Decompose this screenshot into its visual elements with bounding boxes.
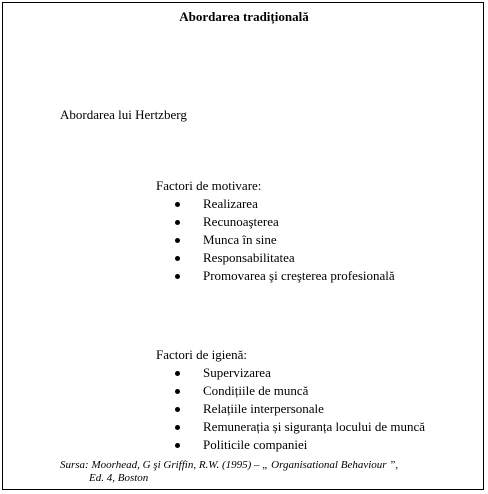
- bullet-icon: [175, 202, 180, 207]
- list-item: [156, 213, 395, 231]
- bullet-icon: [175, 274, 180, 279]
- hygiene-factors-heading: Factori de igienă:: [156, 347, 247, 362]
- motivation-factors-heading: Factori de motivare:: [156, 178, 262, 193]
- bullet-icon: [175, 256, 180, 261]
- list-item: [156, 249, 395, 267]
- hygiene-factors-list: [156, 364, 425, 454]
- bullet-icon: [175, 220, 180, 225]
- list-item: [156, 267, 395, 285]
- bullet-icon: [175, 407, 180, 412]
- motivation-factors-block: [156, 177, 395, 285]
- list-item: [156, 231, 395, 249]
- source-line-2: Ed. 4, Boston: [89, 472, 149, 484]
- list-item-label: Remunerația și siguranța locului de muncă: [203, 419, 426, 434]
- list-item-label: Recunoaşterea: [203, 214, 279, 229]
- bullet-icon: [175, 425, 180, 430]
- list-item-label: Relațiile interpersonale: [203, 401, 324, 416]
- bullet-icon: [175, 389, 180, 394]
- list-item-label: Munca în sine: [203, 232, 277, 247]
- list-item: [156, 418, 425, 436]
- approach-label: Abordarea lui Hertzberg: [60, 107, 187, 122]
- source-citation: [60, 459, 398, 485]
- list-item: [156, 436, 425, 454]
- list-item-label: Responsabilitatea: [203, 250, 295, 265]
- list-item-label: Promovarea şi creşterea profesională: [203, 268, 395, 283]
- list-item: [156, 364, 425, 382]
- list-item-label: Condițiile de muncă: [203, 383, 309, 398]
- list-item-label: Realizarea: [203, 196, 258, 211]
- list-item-label: Politicile companiei: [203, 437, 308, 452]
- bullet-icon: [175, 443, 180, 448]
- bullet-icon: [175, 238, 180, 243]
- list-item: [156, 382, 425, 400]
- diagram-title: Abordarea tradițională: [179, 9, 309, 24]
- list-item-label: Supervizarea: [203, 365, 271, 380]
- hygiene-factors-block: [156, 346, 425, 454]
- source-line-1: Sursa: Moorhead, G şi Griffin, R.W. (1995) – „ Organisational Behaviour ”,: [60, 459, 399, 471]
- bullet-icon: [175, 371, 180, 376]
- list-item: [156, 400, 425, 418]
- motivation-factors-list: [156, 195, 395, 285]
- list-item: [156, 195, 395, 213]
